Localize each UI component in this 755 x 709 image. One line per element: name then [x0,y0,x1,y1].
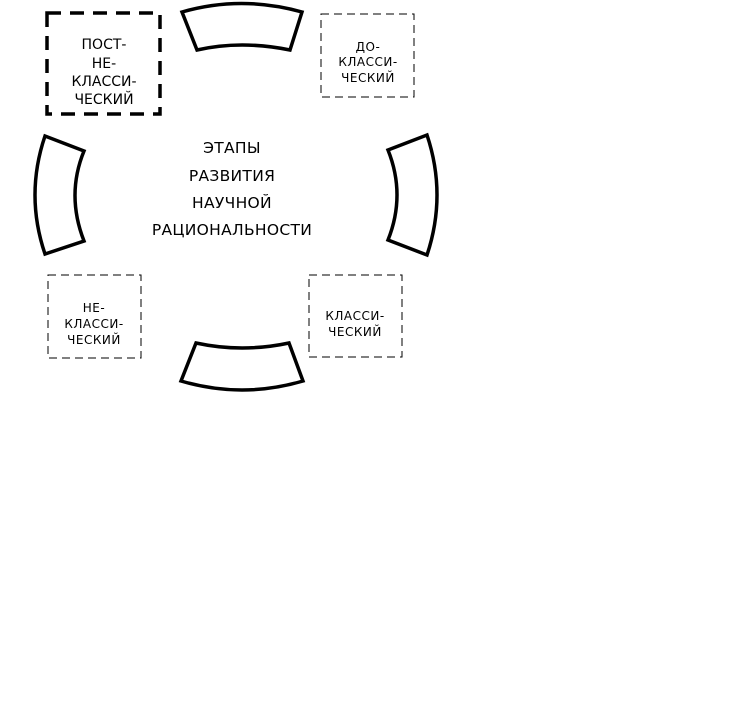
stage-label-line: ПОСТ- [81,37,127,53]
title-line: РАЦИОНАЛЬНОСТИ [151,221,313,239]
stage-label-line: ЧЕСКИЙ [67,333,121,347]
arc-top [182,4,302,51]
stage-label-line: ЧЕСКИЙ [328,325,382,339]
stage-label-line: КЛАССИ- [325,309,385,323]
stage-label-line: КЛАССИ- [64,317,124,331]
label-classical [325,309,384,339]
title-line: ЭТАПЫ [203,139,261,157]
stage-label-line: ДО- [355,40,381,54]
label-pre-classical [338,40,397,85]
diagram-title [152,139,312,239]
stage-label-line: НЕ- [82,301,106,315]
title-line: РАЗВИТИЯ [188,167,276,185]
label-non-classical [64,301,123,347]
stage-label-line: КЛАССИ- [71,74,137,90]
stage-label-line: КЛАССИ- [338,55,398,69]
label-post-non-classical [71,37,136,108]
arc-bottom [181,343,303,390]
arc-right [388,135,437,255]
title-line: НАУЧНОЙ [192,194,272,212]
arc-left [35,136,84,254]
stage-label-line: НЕ- [91,56,117,72]
stage-label-line: ЧЕСКИЙ [341,71,395,85]
stage-label-line: ЧЕСКИЙ [74,92,134,108]
